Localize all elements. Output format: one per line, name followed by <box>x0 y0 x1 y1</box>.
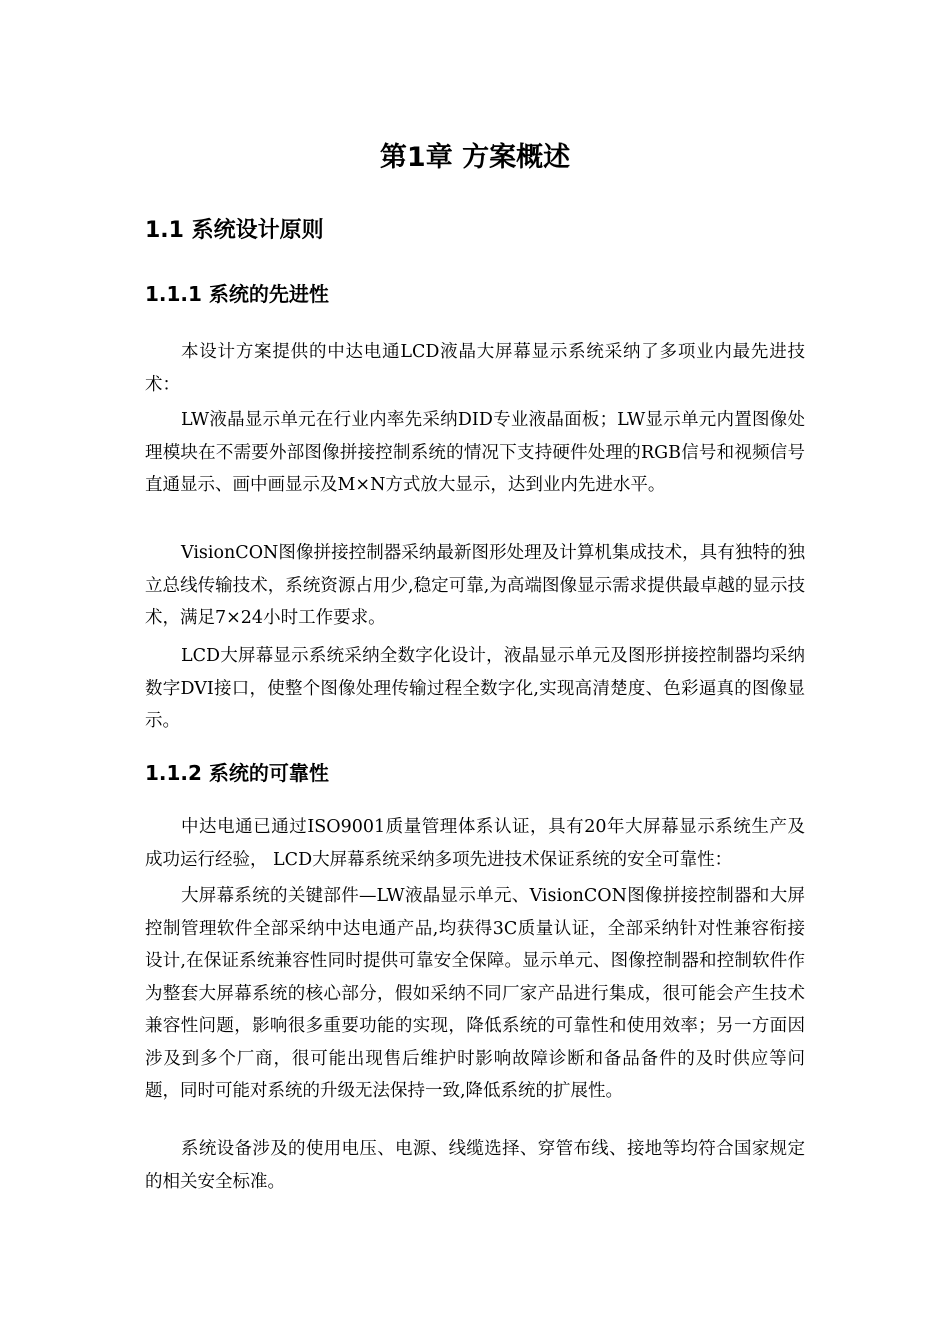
subsection-heading-1-1-2: 1.1.2 系统的可靠性 <box>145 761 329 785</box>
section-heading-1-1: 1.1 系统设计原则 <box>145 218 324 243</box>
paragraph: 系统设备涉及的使用电压、电源、线缆选择、穿管布线、接地等均符合国家规定的相关安全标准。 <box>145 1139 805 1192</box>
paragraph: LCD大屏幕显示系统采纳全数字化设计，液晶显示单元及图形拼接控制器均采纳数字DVI接口，使整个图像处理传输过程全数字化,实现高清楚度、色彩逼真的图像显示。 <box>145 646 805 731</box>
subsection-heading-1-1-1: 1.1.1 系统的先进性 <box>145 282 329 306</box>
paragraph: VisionCON图像拼接控制器采纳最新图形处理及计算机集成技术，具有独特的独立总线传输技术，系统资源占用少,稳定可靠,为高端图像显示需求提供最卓越的显示技术，满足7×24小时工作要求。 <box>145 543 805 628</box>
paragraph: 中达电通已通过ISO9001质量管理体系认证，具有20年大屏幕显示系统生产及成功运行经验， LCD大屏幕系统采纳多项先进技术保证系统的安全可靠性： <box>145 817 805 870</box>
paragraph: 大屏幕系统的关键部件—LW液晶显示单元、VisionCON图像拼接控制器和大屏控制管理软件全部采纳中达电通产品,均获得3C质量认证，全部采纳针对性兼容衔接设计,在保证系统兼容性同时提供可靠安全保障。显示单元、图像控制器和控制软件作为整套大屏幕系统的核心部分，假如采纳不同厂家产品进行集成，很可能会产生技术兼容性问题，影响很多重要功能的实现，降低系统的可靠性和使用效率；另一方面因涉及到多个厂商，很可能出现售后维护时影响故障诊断和备品备件的及时供应等问题，同时可能对系统的升级无法保持一致,降低系统的扩展性。 <box>145 886 805 1101</box>
chapter-title: 第1章 方案概述 <box>379 142 571 173</box>
paragraph: 本设计方案提供的中达电通LCD液晶大屏幕显示系统采纳了多项业内最先进技术： <box>145 342 805 395</box>
paragraph: LW液晶显示单元在行业内率先采纳DID专业液晶面板；LW显示单元内置图像处理模块在不需要外部图像拼接控制系统的情况下支持硬件处理的RGB信号和视频信号直通显示、画中画显示及M×N方式放大显示，达到业内先进水平。 <box>145 410 805 495</box>
